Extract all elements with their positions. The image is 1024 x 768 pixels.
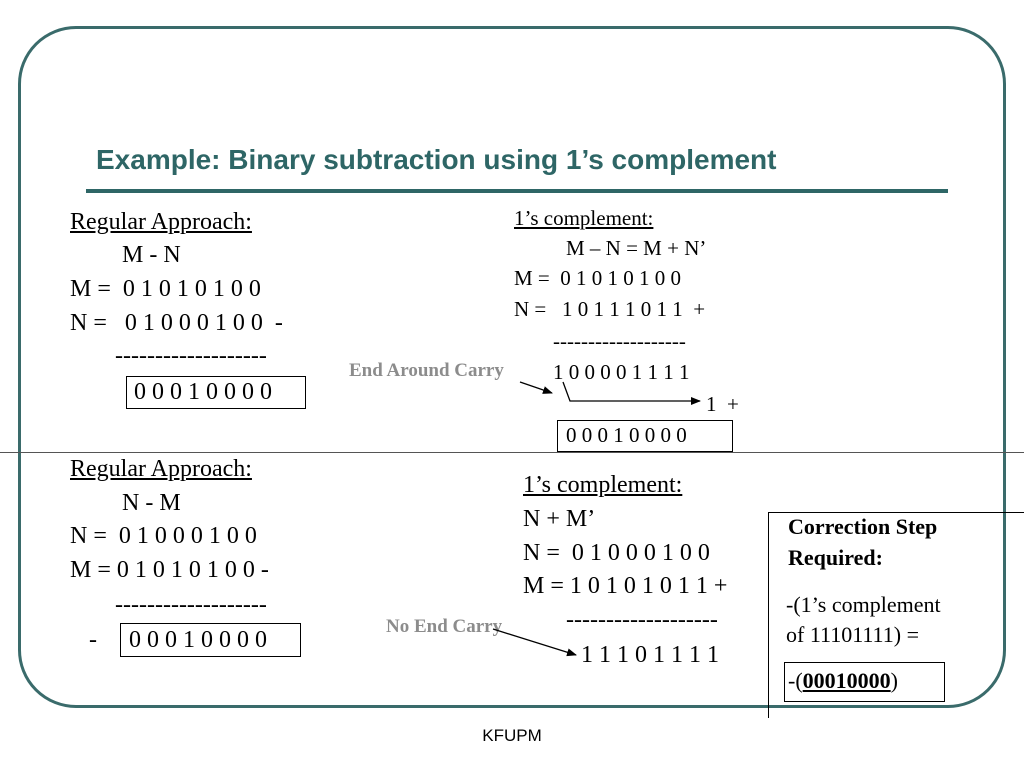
correction-heading-2: Required: xyxy=(788,545,883,570)
correction-result-suffix: ) xyxy=(890,668,898,693)
tl-heading: Regular Approach: xyxy=(70,209,252,235)
correction-result-prefix: -( xyxy=(788,668,803,693)
br-sum: 1 1 1 0 1 1 1 1 xyxy=(581,642,719,668)
tl-result: 0 0 0 1 0 0 0 0 xyxy=(134,379,272,405)
correction-heading-1: Correction Step xyxy=(788,514,938,539)
bl-dashes: ------------------- xyxy=(115,592,267,618)
tr-line-m: M = 0 1 0 1 0 1 0 0 xyxy=(514,266,682,290)
bl-heading: Regular Approach: xyxy=(70,456,252,482)
br-line-n: N = 0 1 0 0 0 1 0 0 xyxy=(523,540,710,566)
br-line-m: M = 1 0 1 0 1 0 1 1 + xyxy=(523,573,728,599)
correction-result-value: 00010000 xyxy=(802,668,891,693)
no-end-carry-arrow xyxy=(493,629,576,655)
bl-sign: - xyxy=(89,627,97,653)
correction-body-1: -(1’s complement xyxy=(786,592,941,617)
carry-wrap-arrow xyxy=(563,382,700,401)
correction-body-2: of 11101111) = xyxy=(786,622,919,647)
end-around-carry-arrow xyxy=(520,382,552,393)
tr-result: 0 0 0 1 0 0 0 0 xyxy=(566,423,687,447)
tr-expression: M – N = M + N’ xyxy=(566,236,707,260)
end-around-carry-label: End Around Carry xyxy=(349,360,504,381)
tl-line-n: N = 0 1 0 0 0 1 0 0 - xyxy=(70,310,283,336)
footer-text: KFUPM xyxy=(482,726,542,745)
tl-dashes: ------------------- xyxy=(115,343,267,369)
bl-result: 0 0 0 1 0 0 0 0 xyxy=(129,627,267,653)
tr-line-n: N = 1 0 1 1 1 0 1 1 + xyxy=(514,297,706,321)
tr-sum: 1 0 0 0 0 1 1 1 1 xyxy=(553,360,690,384)
br-dashes: ------------------- xyxy=(566,607,718,633)
tr-carry: 1 + xyxy=(706,392,739,416)
no-end-carry-label: No End Carry xyxy=(386,616,503,637)
tr-heading: 1’s complement: xyxy=(514,206,654,230)
tl-line-m: M = 0 1 0 1 0 1 0 0 xyxy=(70,276,261,302)
bl-line-m: M = 0 1 0 1 0 1 0 0 - xyxy=(70,557,269,583)
br-heading: 1’s complement: xyxy=(523,472,683,498)
br-expression: N + M’ xyxy=(523,506,596,532)
tr-dashes: ------------------- xyxy=(553,329,686,353)
bl-line-n: N = 0 1 0 0 0 1 0 0 xyxy=(70,523,257,549)
slide-title: Example: Binary subtraction using 1’s complement xyxy=(96,144,777,175)
tl-expression: M - N xyxy=(122,242,181,268)
bl-expression: N - M xyxy=(122,490,181,516)
